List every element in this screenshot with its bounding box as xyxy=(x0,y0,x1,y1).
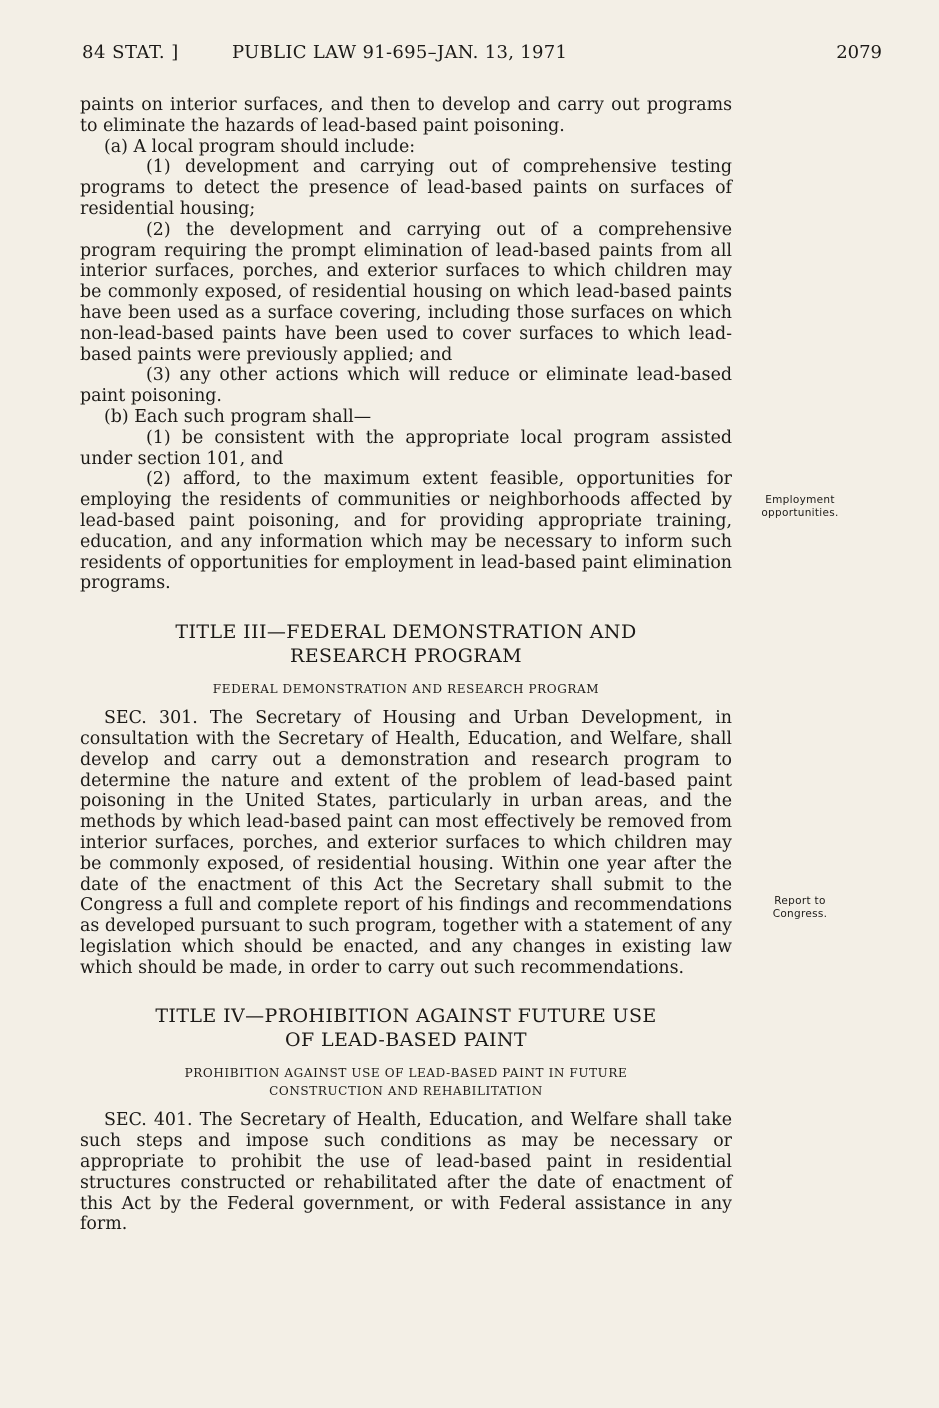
title-iv-line-1: TITLE IV—PROHIBITION AGAINST FUTURE USE xyxy=(155,1005,657,1028)
section-301-text xyxy=(80,708,732,978)
margin-note-report-line-2: Congress. xyxy=(772,908,828,920)
paragraph-opening: paints on interior surfaces, and then to develop and carry out programs to eliminate the hazards of lead-based paint poisoning. xyxy=(80,95,732,136)
margin-note-report xyxy=(745,895,855,921)
section-301-label: SEC. 301. xyxy=(104,708,198,729)
margin-note-employment-line-2: opportunities. xyxy=(761,507,839,519)
volume-citation: 84 STAT. ] xyxy=(82,42,179,63)
section-401-body: The Secretary of Health, Education, and Welfare shall take such steps and impose such conditions as may be necessary or appropriate to prohibit the use of lead-based paint in residential structures constructed or rehabilitated after the date of enactment of this Act by the Federal government, or with Federal assistance in any form. xyxy=(80,1110,732,1235)
page-number: 2079 xyxy=(836,42,882,63)
paragraph-a3: (3) any other actions which will reduce or eliminate lead-based paint poisoning. xyxy=(80,365,732,407)
section-401-subhead-line-2: CONSTRUCTION AND REHABILITATION xyxy=(269,1084,543,1099)
body-text xyxy=(80,95,732,1235)
margin-note-report-line-1: Report to xyxy=(774,895,826,907)
paragraph-a2: (2) the development and carrying out of a comprehensive program requiring the prompt elimination of lead-based paints from all interior surfaces, porches, and exterior surfaces to which children may be commonly exposed, of residential housing on which lead-based paints have been used as a surface covering, including those surfaces on which non-lead-based paints have been used to cover surfaces to which lead-based paints were previously applied; and xyxy=(80,219,732,365)
title-iii-line-1: TITLE III—FEDERAL DEMONSTRATION AND xyxy=(175,621,637,644)
margin-note-employment xyxy=(745,494,855,520)
paragraph-b2: (2) afford, to the maximum extent feasible, opportunities for employing the residents of communities or neighborhoods affected by lead-based paint poisoning, and for providing appropriate training, education, and any information which may be necessary to inform such residents of opportunities for employment in lead-based paint elimination programs. xyxy=(80,469,732,594)
title-iv-heading xyxy=(80,1004,732,1052)
section-401-label: SEC. 401. xyxy=(104,1110,193,1131)
section-301-body: The Secretary of Housing and Urban Development, in consultation with the Secretary of Health, Education, and Welfare, shall develop and carry out a demonstration and research program to determine the nature and extent of the problem of lead-based paint poisoning in the United States, particularly in urban areas, and the methods by which lead-based paint can most effectively be removed from interior surfaces, porches, and exterior surfaces to which children may be commonly exposed, of residential housing. Within one year after the date of the enactment of this Act the Secretary shall submit to the Congress a full and complete report of his findings and recommendations as developed pursuant to such program, together with a statement of any legislation which should be enacted, and any changes in existing law which should be made, in order to carry out such recommendations. xyxy=(80,708,733,978)
paragraph-b-intro: (b) Each such program shall— xyxy=(104,406,372,427)
title-iii-line-2: RESEARCH PROGRAM xyxy=(290,645,522,668)
title-iv-line-2: OF LEAD-BASED PAINT xyxy=(284,1029,528,1052)
section-301-subhead: FEDERAL DEMONSTRATION AND RESEARCH PROGRAM xyxy=(212,682,600,697)
law-citation: PUBLIC LAW 91-695–JAN. 13, 1971 xyxy=(232,42,568,63)
margin-note-employment-line-1: Employment xyxy=(765,494,835,506)
section-401-subhead-line-1: PROHIBITION AGAINST USE OF LEAD-BASED PAINT IN FUTURE xyxy=(184,1066,628,1081)
paragraph-a-intro: (a) A local program should include: xyxy=(104,136,416,157)
section-401-text xyxy=(80,1110,732,1235)
running-header xyxy=(82,42,882,70)
title-iii-heading xyxy=(80,620,732,668)
section-401-subhead xyxy=(80,1064,732,1100)
paragraph-b1: (1) be consistent with the appropriate local program assisted under section 101, and xyxy=(80,427,732,469)
paragraph-a1: (1) development and carrying out of comprehensive testing programs to detect the presence of lead-based paints on surfaces of residential housing; xyxy=(80,157,732,219)
